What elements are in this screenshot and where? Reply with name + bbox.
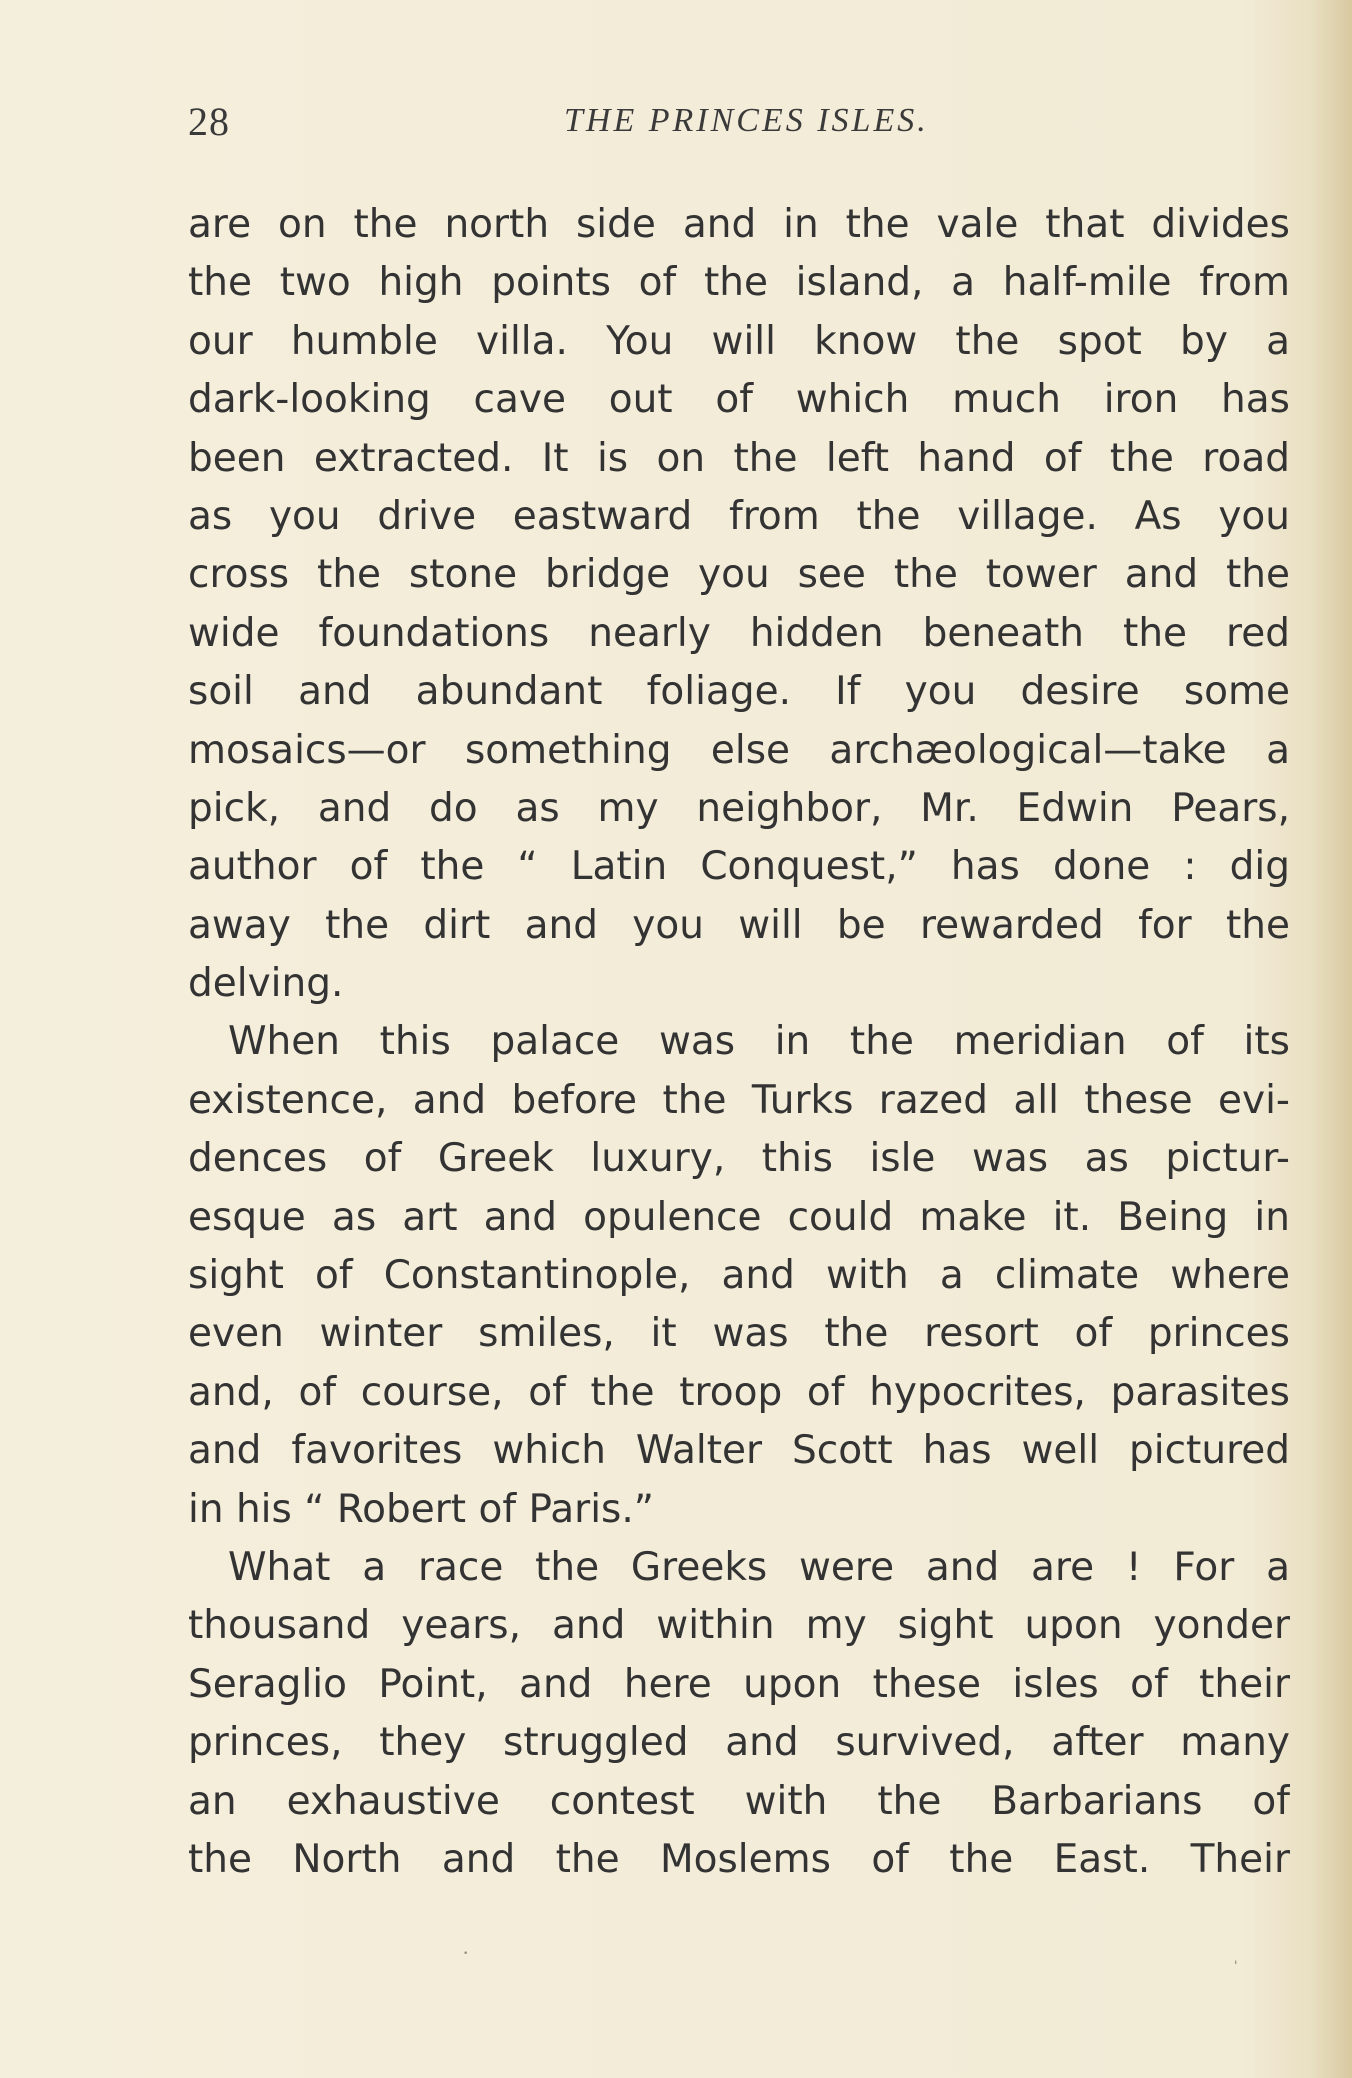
text-line: thousand years, and within my sight upon yonder	[188, 1603, 1290, 1649]
text-line: dark-looking cave out of which much iron has	[188, 377, 1290, 423]
text-line: our humble villa. You will know the spot by a	[188, 318, 1290, 364]
text-line: Seraglio Point, and here upon these isles of their	[188, 1661, 1290, 1707]
running-head: THE PRINCES ISLES.	[564, 102, 929, 139]
text-line: soil and abundant foliage. If you desire some	[188, 669, 1290, 715]
page-header	[188, 98, 1288, 158]
text-line: delving.	[188, 961, 344, 1007]
ink-speck: ˈ	[1232, 1956, 1240, 1981]
text-line: away the dirt and you will be rewarded for the	[188, 902, 1290, 948]
text-line: the two high points of the island, a half-mile from	[188, 260, 1290, 306]
text-line: What a race the Greeks were and are ! For a	[228, 1544, 1290, 1590]
text-line: and, of course, of the troop of hypocrites, parasites	[188, 1369, 1290, 1415]
text-line: existence, and before the Turks razed all these evi-	[188, 1077, 1290, 1123]
text-line: even winter smiles, it was the resort of princes	[188, 1311, 1290, 1357]
text-line: as you drive eastward from the village. As you	[188, 493, 1290, 539]
text-line: dences of Greek luxury, this isle was as pictur-	[188, 1136, 1290, 1182]
text-line: mosaics—or something else archæological—take a	[188, 727, 1290, 773]
ink-speck: ·	[462, 1940, 470, 1965]
text-line: an exhaustive contest with the Barbarians of	[188, 1778, 1290, 1824]
body-text	[188, 196, 1290, 1889]
text-line: are on the north side and in the vale that divides	[188, 202, 1290, 247]
text-line: esque as art and opulence could make it. Being in	[188, 1194, 1290, 1240]
text-line: the North and the Moslems of the East. Their	[188, 1836, 1290, 1882]
text-line: been extracted. It is on the left hand of the road	[188, 435, 1290, 481]
text-line: author of the “ Latin Conquest,” has done : dig	[188, 844, 1290, 890]
text-line: in his “ Robert of Paris.”	[188, 1486, 654, 1532]
text-line: cross the stone bridge you see the tower and the	[188, 552, 1290, 598]
text-line: wide foundations nearly hidden beneath the red	[188, 610, 1290, 656]
text-line: pick, and do as my neighbor, Mr. Edwin Pears,	[188, 785, 1290, 831]
text-line: When this palace was in the meridian of its	[228, 1019, 1290, 1065]
text-line: and favorites which Walter Scott has well pictured	[188, 1428, 1290, 1474]
page-number: 28	[188, 99, 230, 144]
text-line: princes, they struggled and survived, after many	[188, 1720, 1290, 1766]
text-line: sight of Constantinople, and with a climate where	[188, 1253, 1290, 1299]
